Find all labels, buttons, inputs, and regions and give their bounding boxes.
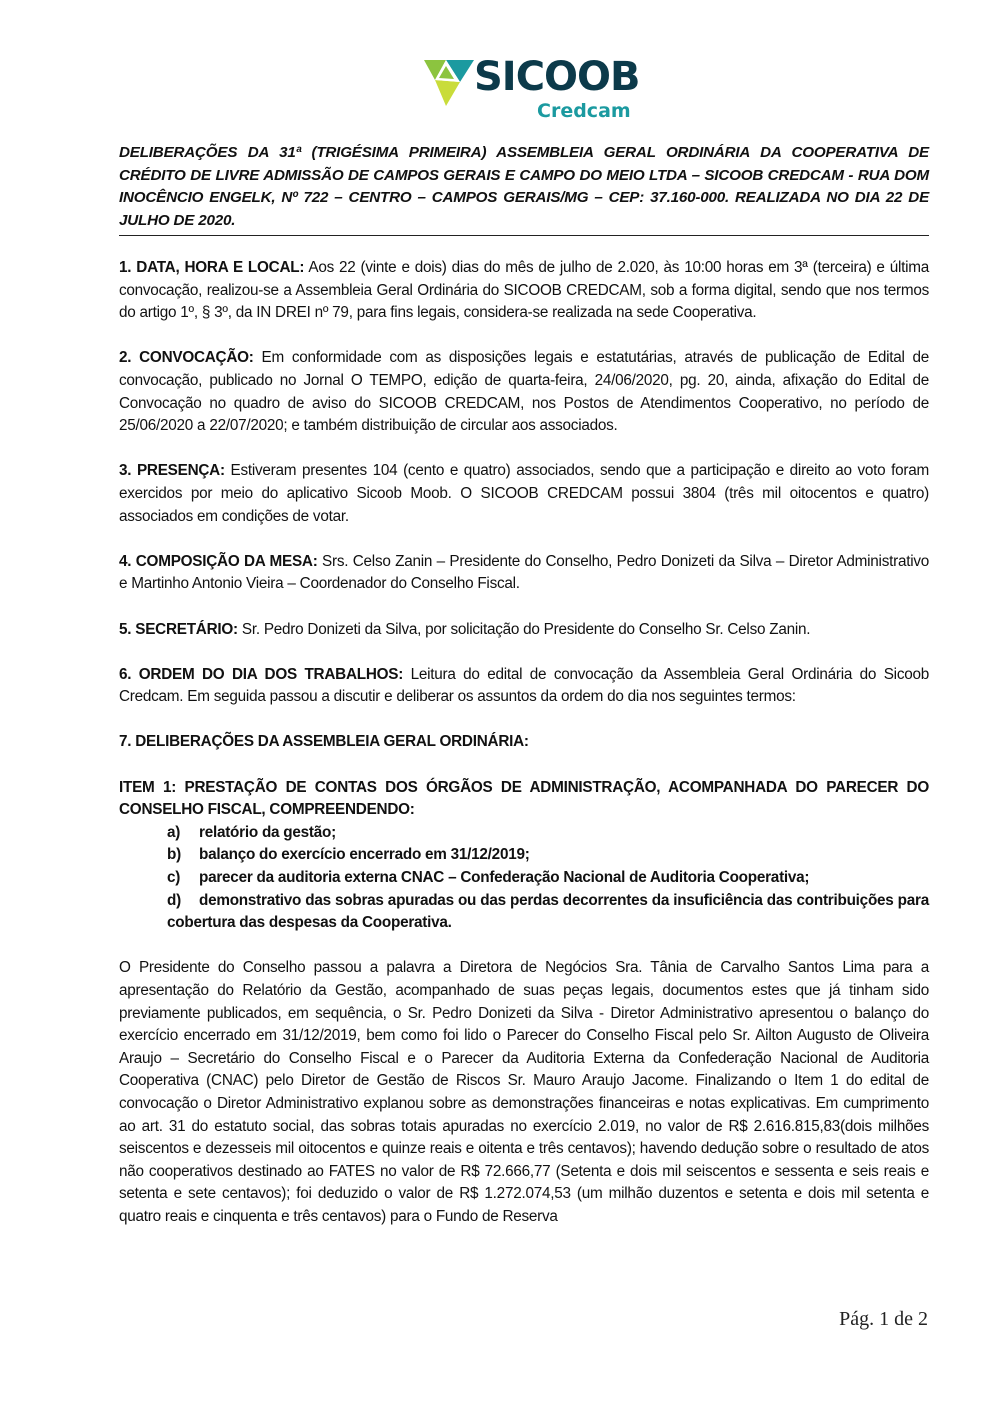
section-3 xyxy=(119,460,929,528)
document-body xyxy=(119,257,929,1251)
section-text: Srs. Celso Zanin – Presidente do Conselho, Pedro Donizeti da Silva – Diretor Administrativo e Martinho Antonio Vieira – Coordenador do Conselho Fiscal. xyxy=(119,552,930,593)
sicoob-triangle-icon xyxy=(424,60,474,106)
section-1 xyxy=(119,257,929,325)
logo-brand: SICOOB xyxy=(474,54,640,100)
sicoob-credcam-logo xyxy=(424,54,640,124)
logo-sub: Credcam xyxy=(537,100,631,122)
section-label: 2. CONVOCAÇÃO: xyxy=(119,349,254,367)
subitem xyxy=(167,844,929,867)
section-6 xyxy=(119,664,929,709)
item1-subitems xyxy=(167,822,929,935)
section-2 xyxy=(119,347,929,437)
item1-heading: ITEM 1: PRESTAÇÃO DE CONTAS DOS ÓRGÃOS DE ADMINISTRAÇÃO, ACOMPANHADA DO PARECER DO CONSELHO FISCAL, COMPREENDENDO: xyxy=(119,778,929,819)
subitem-text: demonstrativo das sobras apuradas ou das perdas decorrentes da insuficiência das contribuições para cobertura das despesas da Cooperativa. xyxy=(167,891,929,932)
subitem xyxy=(167,822,929,845)
subitem-key: b) xyxy=(167,846,181,864)
section-text: Em conformidade com as disposições legais e estatutárias, através de publicação de Edital de convocação, publicado no Jornal O TEMPO, edição de quarta-feira, 24/06/2020, pg. 20, ainda, afixação do Edital de Convocação no quadro de aviso do SICOOB CREDCAM, nos Postos de Atendimentos Cooperativo, no período de 25/06/2020 a 22/07/2020; e também distribuição de circular aos associados. xyxy=(119,349,930,435)
section-text: Sr. Pedro Donizeti da Silva, por solicitação do Presidente do Conselho Sr. Celso Zanin. xyxy=(237,620,811,638)
subitem-key: c) xyxy=(167,869,181,887)
subitem-key: a) xyxy=(167,823,181,841)
page-number: Pág. 1 de 2 xyxy=(839,1308,928,1330)
section-label: 7. DELIBERAÇÕES DA ASSEMBLEIA GERAL ORDINÁRIA: xyxy=(119,733,529,751)
subitem-text: parecer da auditoria externa CNAC – Confederação Nacional de Auditoria Cooperativa; xyxy=(199,869,810,887)
section-label: 4. COMPOSIÇÃO DA MESA: xyxy=(119,552,318,570)
section-text: Aos 22 (vinte e dois) dias do mês de julho de 2.020, às 10:00 horas em 3ª (terceira) e última convocação, realizou-se a Assembleia Geral Ordinária do SICOOB CREDCAM, sob a forma digital, sendo que nos termos do artigo 1º, § 3º, da IN DREI nº 79, para fins legais, considera-se realizada na sede Cooperativa. xyxy=(119,259,930,322)
section-4 xyxy=(119,551,929,596)
section-label: 5. SECRETÁRIO: xyxy=(119,620,238,638)
section-text: Estiveram presentes 104 (cento e quatro) associados, sendo que a participação e direito ao voto foram exercidos por meio do aplicativo Sicoob Moob. O SICOOB CREDCAM possui 3804 (três mil oitocentos e quatro) associados em condições de votar. xyxy=(119,462,929,525)
subitem-key: d) xyxy=(167,891,181,909)
subitem-text: relatório da gestão; xyxy=(199,823,336,841)
section-label: 6. ORDEM DO DIA DOS TRABALHOS: xyxy=(119,665,404,683)
section-label: 1. DATA, HORA E LOCAL: xyxy=(119,259,305,276)
subitem xyxy=(167,890,929,935)
subitem-text: balanço do exercício encerrado em 31/12/2019; xyxy=(199,846,530,864)
section-label: 3. PRESENÇA: xyxy=(119,462,225,480)
subitem xyxy=(167,867,929,890)
section-text: Leitura do edital de convocação da Assembleia Geral Ordinária do Sicoob Credcam. Em seguida passou a discutir e deliberar os assuntos da ordem do dia nos seguintes termos: xyxy=(119,665,929,706)
section-7 xyxy=(119,731,929,754)
item1-body: O Presidente do Conselho passou a palavra a Diretora de Negócios Sra. Tânia de Carvalho Santos Lima para a apresentação do Relatório da Gestão, acompanhado de suas peças legais, documentos estes que já tinham sido previamente publicados, em sequência, o Sr. Pedro Donizeti da Silva - Diretor Administrativo apresentou o balanço do exercício encerrado em 31/12/2019, bem como foi lido o Parecer do Conselho Fiscal pelo Sr. Ailton Augusto de Oliveira Araujo – Secretário do Conselho Fiscal e o Parecer da Auditoria Externa da Confederação Nacional de Auditoria Cooperativa (CNAC) pelo Diretor de Gestão de Riscos Sr. Mauro Araujo Jacome. Finalizando o Item 1 do edital de convocação o Diretor Administrativo explanou sobre as demonstrações financeiras e notas explicativas. Em cumprimento ao art. 31 do estatuto social, das sobras totais apuradas no exercício 2.019, no valor de R$ 2.616.815,83(dois milhões seiscentos e dezesseis mil oitocentos e quinze reais e oitenta e três centavos); havendo dedução sobre o resultado de atos não cooperativos destinado ao FATES no valor de R$ 72.666,77 (Setenta e dois mil seiscentos e sessenta e seis reais e setenta e sete centavos); foi deduzido o valor de R$ 1.272.074,53 (um milhão duzentos e setenta e dois mil setenta e quatro reais e cinquenta e três centavos) para o Fundo de Reserva xyxy=(119,959,929,1225)
document-title: DELIBERAÇÕES DA 31ª (TRIGÉSIMA PRIMEIRA) ASSEMBLEIA GERAL ORDINÁRIA DA COOPERATIVA DE CRÉDITO DE LIVRE ADMISSÃO DE CAMPOS GERAIS E CAMPO DO MEIO LTDA – SICOOB CREDCAM - RUA DOM INOCÊNCIO ENGELK, Nº 722 – CENTRO – CAMPOS GERAIS/MG – CEP: 37.160-000. REALIZADA NO DIA 22 DE JULHO DE 2020. xyxy=(119,142,929,236)
section-5 xyxy=(119,619,929,642)
